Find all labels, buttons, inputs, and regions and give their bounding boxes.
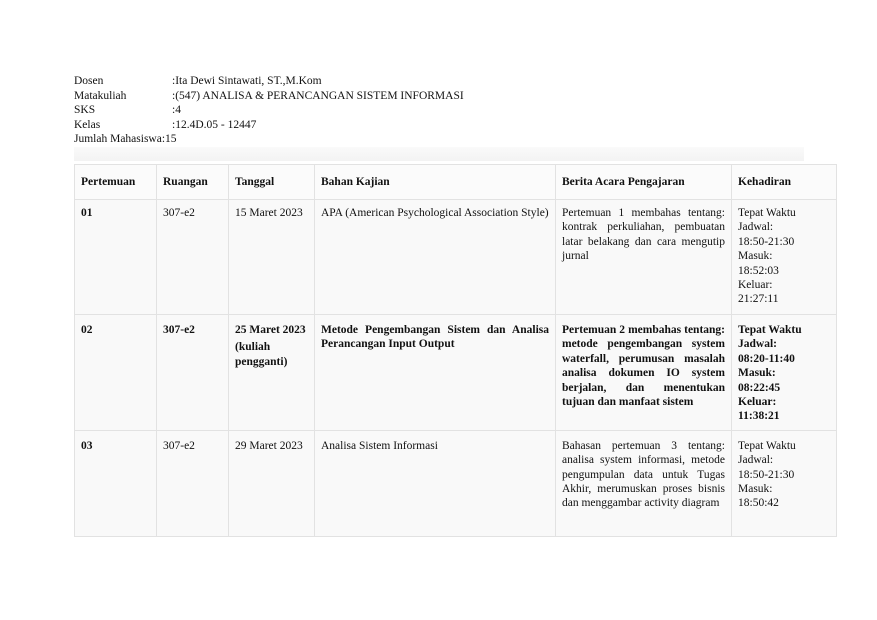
info-sep: :	[172, 118, 176, 131]
info-value: 12.4D.05 - 12447	[175, 118, 257, 131]
info-sep: :	[172, 89, 176, 102]
info-label: SKS	[74, 104, 96, 117]
tanggal-date: 15 Maret 2023	[235, 207, 303, 219]
cell-tanggal	[229, 200, 315, 315]
kehadiran-keluar: 21:27:11	[738, 293, 779, 306]
info-sep: :	[172, 104, 176, 117]
info-sep: :	[161, 133, 166, 146]
col-header-bahan-kajian: Bahan Kajian	[315, 165, 556, 200]
info-value: (547) ANALISA & PERANCANGAN SISTEM INFORMASI	[175, 89, 464, 102]
col-header-ruangan: Ruangan	[157, 165, 229, 200]
section-divider	[74, 147, 804, 161]
info-label: Jumlah Mahasiswa	[74, 133, 162, 146]
kehadiran-jadwal: 18:50-21:30	[738, 235, 795, 248]
kehadiran-keluar: 11:38:21	[738, 410, 780, 423]
kehadiran-jadwal: 18:50-21:30	[738, 468, 795, 481]
table-header-row	[75, 165, 837, 200]
cell-ruangan: 307-e2	[157, 200, 229, 315]
attendance-table	[74, 164, 837, 537]
info-dosen	[74, 74, 804, 89]
cell-tanggal	[229, 430, 315, 536]
info-label: Dosen	[74, 75, 104, 87]
info-matakuliah	[74, 89, 804, 104]
kehadiran-masuk-label: Masuk:	[738, 483, 773, 496]
info-kelas	[74, 118, 804, 133]
info-label: Kelas	[74, 118, 101, 131]
cell-bahan-kajian: Analisa Sistem Informasi	[315, 430, 556, 536]
course-info	[74, 74, 804, 147]
kehadiran-jadwal: 08:20-11:40	[738, 352, 795, 365]
kehadiran-status: Tepat Waktu	[738, 207, 796, 219]
tanggal-date: 25 Maret 2023	[235, 324, 306, 336]
table-row	[75, 315, 837, 431]
col-header-pertemuan: Pertemuan	[75, 165, 157, 200]
table-row	[75, 430, 837, 536]
cell-ruangan: 307-e2	[157, 315, 229, 431]
col-header-berita-acara: Berita Acara Pengajaran	[556, 165, 732, 200]
cell-tanggal	[229, 315, 315, 431]
cell-kehadiran	[732, 200, 837, 315]
cell-pertemuan: 03	[75, 430, 157, 536]
table-row	[75, 200, 837, 315]
kehadiran-jadwal-label: Jadwal:	[738, 338, 777, 351]
col-header-kehadiran: Kehadiran	[732, 165, 837, 200]
kehadiran-masuk-label: Masuk:	[738, 250, 773, 263]
kehadiran-status: Tepat Waktu	[738, 439, 796, 452]
cell-berita-acara: Pertemuan 1 membahas tentang: kontrak perkuliahan, pembuatan latar belakang dan cara mengutip jurnal	[556, 200, 732, 315]
kehadiran-jadwal-label: Jadwal:	[738, 221, 774, 234]
cell-kehadiran	[732, 315, 837, 431]
cell-bahan-kajian: Metode Pengembangan Sistem dan Analisa Perancangan Input Output	[315, 315, 556, 431]
info-label: Matakuliah	[74, 89, 127, 102]
info-value: 15	[165, 133, 177, 146]
col-header-tanggal: Tanggal	[229, 165, 315, 200]
kehadiran-masuk-label: Masuk:	[738, 367, 776, 380]
info-sep: :	[172, 75, 176, 87]
cell-berita-acara: Pertemuan 2 membahas tentang: metode pengembangan system waterfall, perumusan masalah analisa dokumen IO system berjalan, dan menentukan tujuan dan manfaat sistem	[556, 315, 732, 431]
kehadiran-jadwal-label: Jadwal:	[738, 454, 774, 467]
cell-ruangan: 307-e2	[157, 430, 229, 536]
info-value: 4	[175, 104, 181, 117]
kehadiran-keluar-label: Keluar:	[738, 396, 777, 409]
cell-bahan-kajian: APA (American Psychological Association Style)	[315, 200, 556, 315]
cell-berita-acara: Bahasan pertemuan 3 tentang: analisa system informasi, metode pengumpulan data untuk Tugas Akhir, merumuskan proses bisnis dan menggambar activity diagram	[556, 430, 732, 536]
info-sks	[74, 103, 804, 118]
info-jumlah-mahasiswa	[74, 132, 804, 147]
info-value: Ita Dewi Sintawati, ST.,M.Kom	[175, 75, 322, 87]
cell-pertemuan: 01	[75, 200, 157, 315]
cell-kehadiran	[732, 430, 837, 536]
kehadiran-masuk: 08:22:45	[738, 381, 781, 394]
tanggal-date: 29 Maret 2023	[235, 439, 303, 452]
cell-pertemuan: 02	[75, 315, 157, 431]
kehadiran-masuk: 18:50:42	[738, 497, 779, 510]
kehadiran-status: Tepat Waktu	[738, 324, 802, 336]
tanggal-note: (kuliah pengganti)	[235, 341, 288, 368]
kehadiran-masuk: 18:52:03	[738, 264, 779, 277]
kehadiran-keluar-label: Keluar:	[738, 279, 773, 292]
